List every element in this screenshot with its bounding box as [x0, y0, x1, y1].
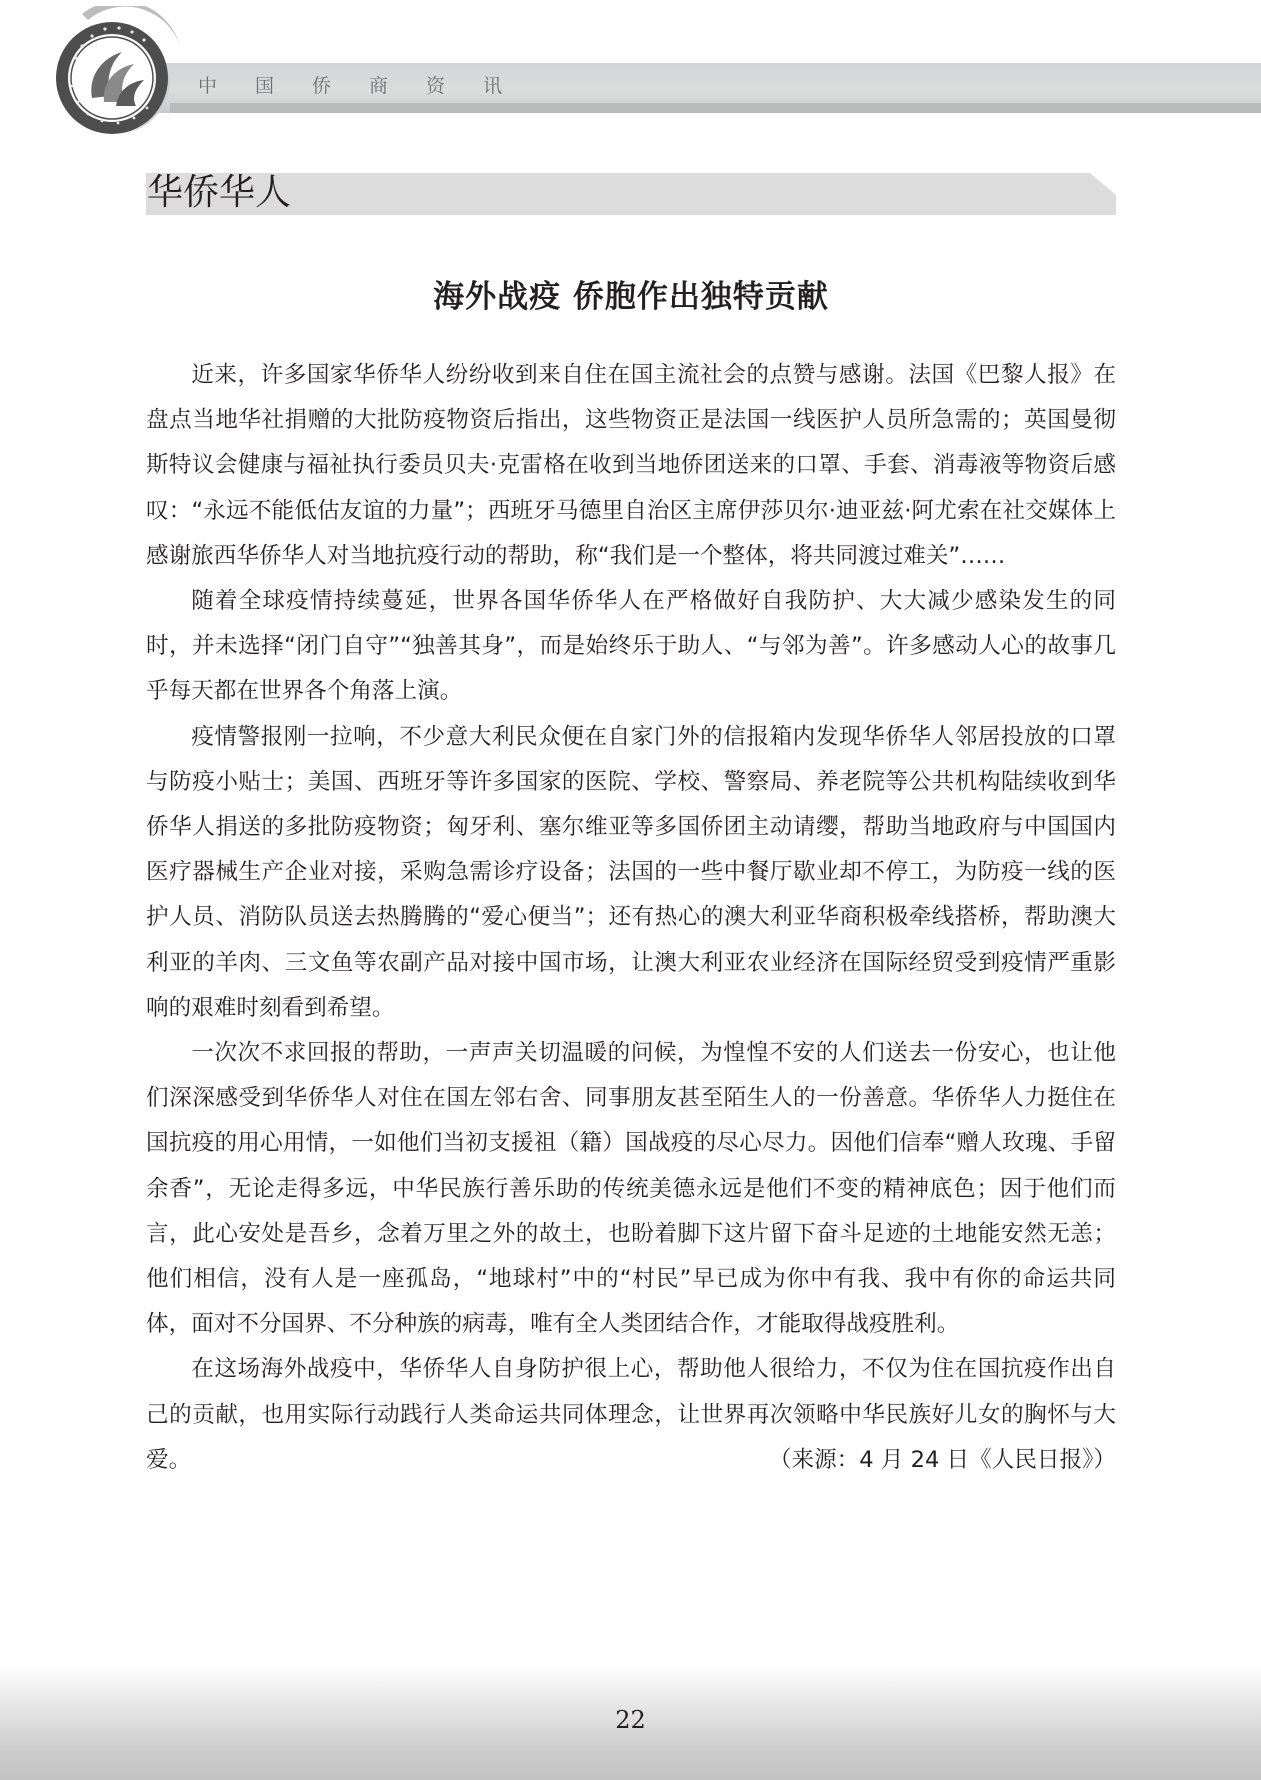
section-title: 华侨华人 [147, 172, 292, 213]
section-bar [146, 173, 1116, 215]
logo-icon [52, 6, 187, 141]
article-paragraph: 疫情警报刚一拉响，不少意大利民众便在自家门外的信报箱内发现华侨华人邻居投放的口罩与防疫小贴士；美国、西班牙等许多国家的医院、学校、警察局、养老院等公共机构陆续收到华侨华人捐送的多批防疫物资；匈牙利、塞尔维亚等多国侨团主动请缨，帮助当地政府与中国国内医疗器械生产企业对接，采购急需诊疗设备；法国的一些中餐厅歇业却不停工，为防疫一线的医护人员、消防队员送去热腾腾的“爱心便当”；还有热心的澳大利亚华商积极牵线搭桥，帮助澳大利亚的羊肉、三文鱼等农副产品对接中国市场，让澳大利亚农业经济在国际经贸受到疫情严重影响的艰难时刻看到希望。 [146, 723, 1116, 1021]
article-paragraph: 随着全球疫情持续蔓延，世界各国华侨华人在严格做好自我防护、大大减少感染发生的同时，并未选择“闭门自守”“独善其身”，而是始终乐于助人、“与邻为善”。许多感动人心的故事几乎每天都在世界各个角落上演。 [146, 588, 1116, 705]
article-paragraph: 一次次不求回报的帮助，一声声关切温暖的问候，为惶惶不安的人们送去一份安心，也让他们深深感受到华侨华人对住在国左邻右舍、同事朋友甚至陌生人的一份善意。华侨华人力挺住在国抗疫的用心用情，一如他们当初支援祖（籍）国战疫的尽心尽力。因他们信奉“赠人玫瑰、手留余香”，无论走得多远，中华民族行善乐助的传统美德永远是他们不变的精神底色；因于他们而言，此心安处是吾乡，念着万里之外的故土，也盼着脚下这片留下奋斗足迹的土地能安然无恙；他们相信，没有人是一座孤岛，“地球村”中的“村民”早已成为你中有我、我中有你的命运共同体，面对不分国界、不分种族的病毒，唯有全人类团结合作，才能取得战疫胜利。 [146, 1040, 1116, 1338]
header-band-shadow [170, 103, 1261, 113]
running-title: 中国侨商资讯 [198, 75, 541, 97]
article-title: 海外战疫 侨胞作出独特贡献 [433, 279, 829, 315]
article-paragraph: 在这场海外战疫中，华侨华人自身防护很上心，帮助他人很给力，不仅为住在国抗疫作出自己的贡献，也用实际行动践行人类命运共同体理念，让世界再次领略中华民族好儿女的胸怀与大爱。 [146, 1356, 1116, 1473]
article-paragraph: 近来，许多国家华侨华人纷纷收到来自住在国主流社会的点赞与感谢。法国《巴黎人报》在盘点当地华社捐赠的大批防疫物资后指出，这些物资正是法国一线医护人员所急需的；英国曼彻斯特议会健康与福祉执行委员贝夫·克雷格在收到当地侨团送来的口罩、手套、消毒液等物资后感叹：“永远不能低估友谊的力量”；西班牙马德里自治区主席伊莎贝尔·迪亚兹·阿尤索在社交媒体上感谢旅西华侨华人对当地抗疫行动的帮助，称“我们是一个整体，将共同渡过难关”…… [146, 362, 1116, 569]
page-number: 22 [615, 1706, 646, 1734]
article-body [146, 353, 1116, 1483]
article-source: （来源：4 月 24 日《人民日报》） [768, 1446, 1116, 1473]
